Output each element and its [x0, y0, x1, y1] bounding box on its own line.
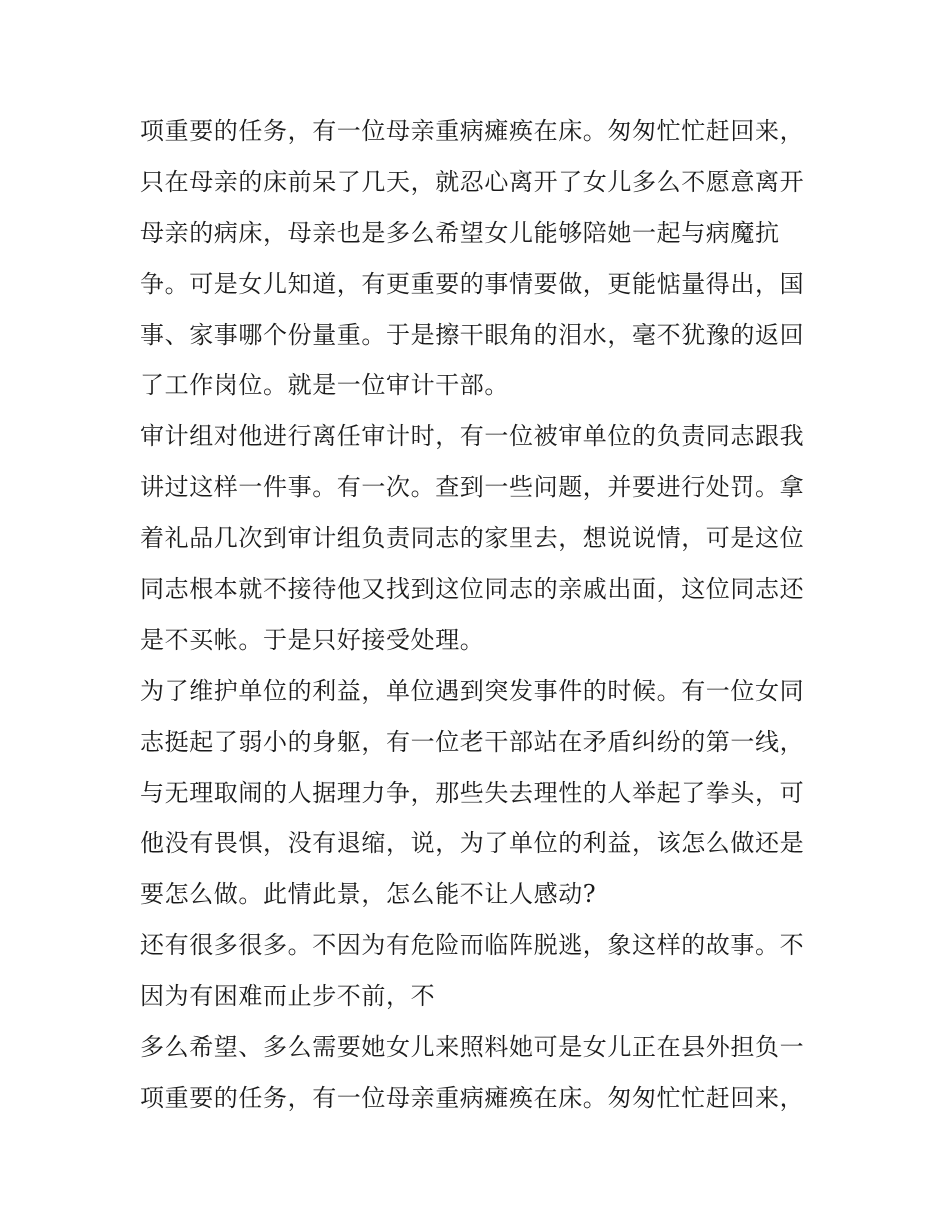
text-line: 多么希望、多么需要她女儿来照料她可是女儿正在县外担负一 — [140, 1033, 805, 1062]
text-line: 是不买帐。于是只好接受处理。 — [140, 625, 485, 654]
text-line: 审计组对他进行离任审计时，有一位被审单位的负责同志跟我 — [140, 422, 805, 451]
text-line: 了工作岗位。就是一位审计干部。 — [140, 371, 509, 400]
text-line: 讲过这样一件事。有一次。查到一些问题，并要进行处罚。拿 — [140, 473, 805, 502]
text-line: 要怎么做。此情此景，怎么能不让人感动? — [140, 880, 597, 909]
text-line: 还有很多很多。不因为有危险而临阵脱逃，象这样的故事。不 — [140, 931, 805, 960]
text-line: 因为有困难而止步不前，不 — [140, 982, 436, 1011]
text-line: 事、家事哪个份量重。于是擦干眼角的泪水，毫不犹豫的返回 — [140, 320, 805, 349]
text-line: 争。可是女儿知道，有更重要的事情要做，更能惦量得出，国 — [140, 269, 805, 298]
text-line: 母亲的病床，母亲也是多么希望女儿能够陪她一起与病魔抗 — [140, 218, 780, 247]
text-line: 与无理取闹的人据理力争，那些失去理性的人举起了拳头，可 — [140, 778, 805, 807]
text-line: 着礼品几次到审计组负责同志的家里去，想说说情，可是这位 — [140, 524, 805, 553]
text-line: 项重要的任务，有一位母亲重病瘫痪在床。匆匆忙忙赶回来， — [140, 1083, 805, 1112]
text-line: 项重要的任务，有一位母亲重病瘫痪在床。匆匆忙忙赶回来， — [140, 117, 805, 145]
text-line: 志挺起了弱小的身躯，有一位老干部站在矛盾纠纷的第一线， — [140, 727, 805, 756]
text-line: 只在母亲的床前呆了几天，就忍心离开了女儿多么不愿意离开 — [140, 167, 805, 196]
text-line: 他没有畏惧，没有退缩，说，为了单位的利益，该怎么做还是 — [140, 829, 805, 858]
body-text — [140, 106, 830, 1124]
text-line: 为了维护单位的利益，单位遇到突发事件的时候。有一位女同 — [140, 676, 805, 705]
text-line: 同志根本就不接待他又找到这位同志的亲戚出面，这位同志还 — [140, 575, 805, 604]
